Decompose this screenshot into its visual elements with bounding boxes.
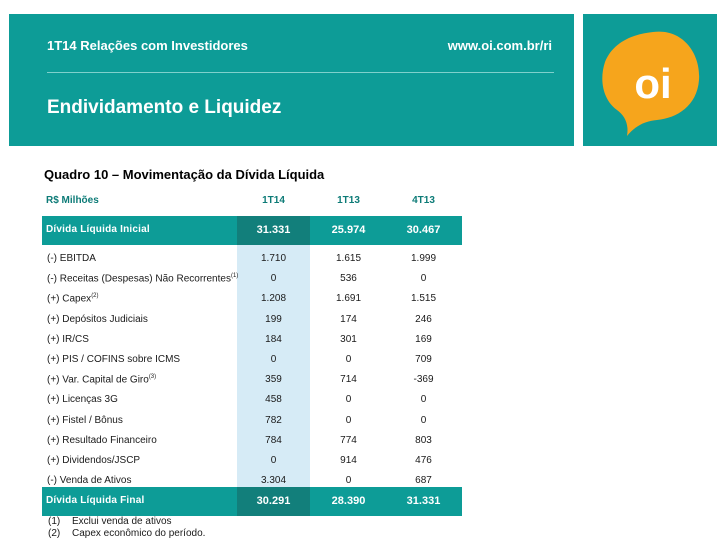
row-value: 0 bbox=[270, 455, 277, 466]
row-value: 1.208 bbox=[260, 293, 287, 305]
final-debt-1t14: 30.291 bbox=[256, 495, 291, 507]
row-label-text: (+) Depósitos Judiciais bbox=[47, 313, 148, 325]
row-label bbox=[47, 314, 148, 325]
row-label bbox=[47, 253, 96, 264]
row-value: 709 bbox=[415, 354, 432, 365]
header-banner bbox=[9, 14, 574, 146]
row-value: 0 bbox=[420, 394, 427, 406]
initial-debt-1t13: 25.974 bbox=[331, 224, 366, 236]
final-debt-label: Dívida Líquida Final bbox=[46, 495, 145, 506]
row-label bbox=[47, 415, 123, 426]
row-label-text: (+) Dividendos/JSCP bbox=[47, 455, 141, 466]
row-label-text: (+) IR/CS bbox=[47, 333, 89, 345]
table-row bbox=[42, 331, 462, 351]
row-label bbox=[47, 374, 156, 385]
row-value: 301 bbox=[340, 333, 357, 345]
row-value: 774 bbox=[340, 434, 357, 446]
row-label-text: (-) Venda de Ativos bbox=[47, 475, 132, 487]
footnote-number: (1) bbox=[48, 516, 61, 527]
row-value: 1.691 bbox=[335, 293, 362, 305]
row-value: 0 bbox=[345, 394, 352, 406]
row-value: 184 bbox=[265, 333, 282, 345]
row-value: -369 bbox=[413, 374, 434, 386]
column-header-unit: R$ Milhões bbox=[46, 195, 99, 206]
row-label bbox=[47, 273, 238, 284]
row-value: 0 bbox=[345, 414, 352, 426]
table-row bbox=[42, 290, 462, 310]
header-divider bbox=[47, 72, 554, 73]
section-title: Endividamento e Liquidez bbox=[47, 97, 282, 118]
row-value: 714 bbox=[340, 374, 357, 386]
row-label-text: (-) EBITDA bbox=[47, 253, 96, 264]
ir-website-link[interactable]: www.oi.com.br/ri bbox=[447, 38, 552, 53]
row-value: 0 bbox=[420, 273, 427, 285]
row-value: 803 bbox=[415, 434, 432, 446]
row-label bbox=[47, 293, 99, 304]
report-subtitle: 1T14 Relações com Investidores bbox=[47, 38, 248, 53]
column-header-1t14: 1T14 bbox=[262, 195, 285, 206]
row-label bbox=[47, 334, 89, 345]
row-value: 246 bbox=[415, 313, 432, 325]
footnote bbox=[48, 528, 205, 538]
final-debt-4t13: 31.331 bbox=[406, 495, 441, 507]
oi-logo-text: oi bbox=[634, 60, 672, 107]
row-value: 3.304 bbox=[260, 475, 287, 487]
table-row bbox=[42, 452, 462, 472]
row-value: 0 bbox=[270, 354, 277, 365]
footnote-text: Exclui venda de ativos bbox=[72, 516, 172, 527]
row-value: 784 bbox=[265, 434, 282, 446]
row-value: 0 bbox=[345, 354, 352, 365]
row-value: 914 bbox=[340, 455, 357, 466]
footnote-ref: (1) bbox=[230, 273, 239, 280]
footnote bbox=[48, 516, 205, 528]
row-value: 199 bbox=[265, 313, 282, 325]
footnote-text: Capex econômico do período. bbox=[72, 528, 206, 538]
footnote-ref: (3) bbox=[148, 374, 157, 381]
row-label bbox=[47, 475, 132, 486]
row-label-text: (+) Licenças 3G bbox=[47, 394, 118, 406]
row-value: 458 bbox=[265, 394, 282, 406]
row-value: 1.710 bbox=[260, 253, 287, 264]
final-debt-row bbox=[42, 487, 462, 516]
row-value: 0 bbox=[420, 414, 427, 426]
row-value: 1.615 bbox=[335, 253, 362, 264]
table-row bbox=[42, 270, 462, 290]
initial-debt-row bbox=[42, 216, 462, 245]
initial-debt-1t14: 31.331 bbox=[256, 224, 291, 236]
row-value: 0 bbox=[270, 273, 277, 285]
row-value: 476 bbox=[415, 455, 432, 466]
row-value: 1.999 bbox=[410, 253, 437, 264]
table-row bbox=[42, 432, 462, 452]
row-value: 174 bbox=[340, 313, 357, 325]
row-value: 782 bbox=[265, 414, 282, 426]
row-label bbox=[47, 394, 118, 405]
row-value: 687 bbox=[415, 475, 432, 487]
row-label-text: (+) Var. Capital de Giro bbox=[47, 374, 149, 386]
final-debt-1t13: 28.390 bbox=[331, 495, 366, 507]
row-label-text: (+) Resultado Financeiro bbox=[47, 434, 157, 446]
row-label-text: (+) Capex bbox=[47, 293, 92, 305]
row-label-text: (+) PIS / COFINS sobre ICMS bbox=[47, 354, 181, 365]
row-label-text: (+) Fistel / Bônus bbox=[47, 414, 123, 426]
table-row bbox=[42, 371, 462, 391]
table-row bbox=[42, 391, 462, 411]
initial-debt-4t13: 30.467 bbox=[406, 224, 441, 236]
footnote-ref: (2) bbox=[91, 293, 99, 300]
table-row bbox=[42, 250, 462, 270]
table-row bbox=[42, 351, 462, 371]
row-value: 536 bbox=[340, 273, 357, 285]
footnote-number: (2) bbox=[48, 528, 61, 538]
column-header-1t13: 1T13 bbox=[337, 195, 360, 206]
row-label bbox=[47, 435, 157, 446]
row-label bbox=[47, 455, 140, 466]
row-value: 359 bbox=[265, 374, 282, 386]
initial-debt-label: Dívida Líquida Inicial bbox=[46, 224, 150, 235]
row-value: 169 bbox=[415, 333, 432, 345]
row-value: 0 bbox=[345, 475, 352, 487]
table-header-row bbox=[42, 190, 462, 214]
row-value: 1.515 bbox=[410, 293, 437, 305]
table-row bbox=[42, 311, 462, 331]
row-label bbox=[47, 354, 180, 365]
oi-logo bbox=[583, 14, 717, 146]
footnotes bbox=[48, 516, 205, 538]
row-label-text: (-) Receitas (Despesas) Não Recorrentes bbox=[47, 273, 231, 285]
column-header-4t13: 4T13 bbox=[412, 195, 435, 206]
table-title: Quadro 10 – Movimentação da Dívida Líquida bbox=[44, 167, 325, 182]
table-row bbox=[42, 412, 462, 432]
